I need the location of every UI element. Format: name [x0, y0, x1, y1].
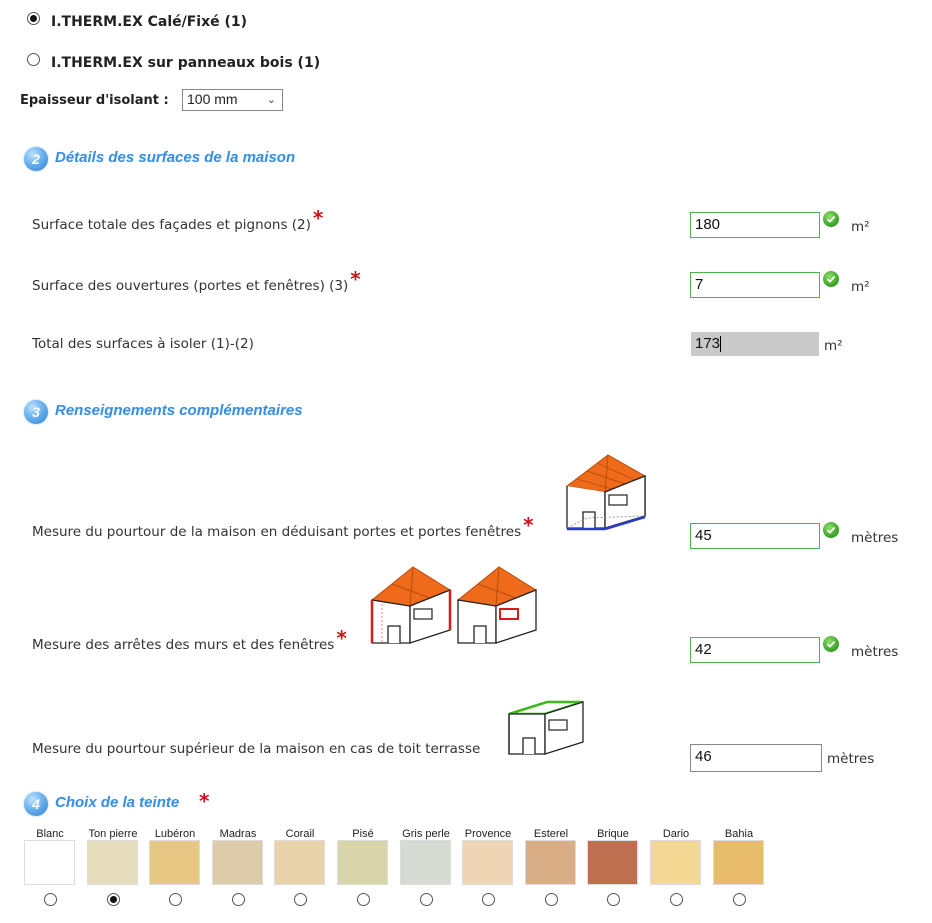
radio-panneaux-bois[interactable] — [27, 53, 40, 66]
pourtour-superieur-unit: mètres — [827, 751, 875, 767]
section-2-number: 2 — [24, 147, 48, 171]
pourtour-label: Mesure du pourtour de la maison en déduisant portes et portes fenêtres * — [32, 513, 534, 540]
swatch-label: Gris perle — [402, 828, 450, 840]
tint-radio[interactable] — [232, 893, 245, 906]
tint-swatch[interactable] — [150, 841, 199, 884]
swatch-label: Corail — [285, 828, 315, 840]
tint-swatch[interactable] — [275, 841, 324, 884]
house-edges-icon — [368, 564, 452, 646]
thickness-select[interactable] — [182, 89, 283, 111]
pourtour-superieur-label: Mesure du pourtour supérieur de la maison en cas de toit terrasse — [32, 741, 481, 757]
check-circle-icon — [823, 211, 839, 227]
tint-swatch[interactable] — [401, 841, 450, 884]
section-4-number: 4 — [24, 792, 48, 816]
check-circle-icon — [823, 522, 839, 538]
house-window-edges-icon — [454, 564, 538, 646]
swatch-label: Blanc — [36, 828, 64, 840]
swatch-label: Lubéron — [154, 828, 196, 840]
required-star: * — [350, 267, 361, 291]
chevron-down-icon: ⌄ — [266, 94, 276, 106]
tint-radio[interactable] — [169, 893, 182, 906]
pourtour-superieur-input[interactable]: 46 — [690, 744, 822, 772]
tint-radio[interactable] — [607, 893, 620, 906]
section-4-title: Choix de la teinte — [55, 794, 180, 811]
required-star: * — [199, 789, 210, 813]
thickness-label: Epaisseur d'isolant : — [20, 93, 169, 108]
total-surfaces-unit: m² — [824, 338, 843, 354]
section-3-title: Renseignements complémentaires — [55, 402, 303, 419]
arretes-unit: mètres — [851, 644, 899, 660]
section-2-title: Détails des surfaces de la maison — [55, 149, 296, 166]
arretes-input[interactable]: 42 — [690, 637, 820, 663]
surface-totale-input[interactable]: 180 — [690, 212, 820, 238]
pourtour-unit: mètres — [851, 530, 899, 546]
thickness-value: 100 mm — [187, 91, 238, 107]
house-perimeter-icon — [563, 452, 647, 532]
section-3-number: 3 — [24, 400, 48, 424]
tint-swatch[interactable] — [463, 841, 512, 884]
radio-calefixe-label: I.THERM.EX Calé/Fixé (1) — [51, 14, 248, 30]
tint-radio[interactable] — [44, 893, 57, 906]
tint-radio[interactable] — [107, 893, 120, 906]
swatch-label: Ton pierre — [88, 828, 138, 840]
tint-radio[interactable] — [357, 893, 370, 906]
swatch-label: Madras — [219, 828, 257, 840]
surface-ouvertures-label: Surface des ouvertures (portes et fenêtres) (3) * — [32, 267, 361, 294]
required-star: * — [523, 513, 534, 537]
swatch-label: Brique — [597, 828, 629, 840]
check-circle-icon — [823, 636, 839, 652]
swatch-label: Provence — [464, 828, 512, 840]
tint-radio[interactable] — [294, 893, 307, 906]
swatch-label: Dario — [662, 828, 690, 840]
pourtour-input[interactable]: 45 — [690, 523, 820, 549]
surface-ouvertures-unit: m² — [851, 279, 870, 295]
surface-totale-unit: m² — [851, 219, 870, 235]
total-surfaces-field: 173 — [691, 332, 819, 356]
tint-radio[interactable] — [545, 893, 558, 906]
required-star: * — [312, 206, 324, 230]
tint-radio[interactable] — [482, 893, 495, 906]
tint-swatch[interactable] — [213, 841, 262, 884]
radio-panneaux-bois-label: I.THERM.EX sur panneaux bois (1) — [51, 55, 321, 71]
tint-radio[interactable] — [733, 893, 746, 906]
arretes-label: Mesure des arrêtes des murs et des fenêtres * — [32, 626, 347, 653]
surface-ouvertures-input[interactable]: 7 — [690, 272, 820, 298]
total-surfaces-label: Total des surfaces à isoler (1)-(2) — [32, 336, 254, 352]
tint-swatch[interactable] — [588, 841, 637, 884]
tint-swatch[interactable] — [526, 841, 575, 884]
tint-radio[interactable] — [670, 893, 683, 906]
tint-swatch[interactable] — [338, 841, 387, 884]
radio-calefixe[interactable] — [27, 12, 40, 25]
swatch-label: Bahia — [724, 828, 754, 840]
tint-swatch[interactable] — [25, 841, 74, 884]
surface-totale-label: Surface totale des façades et pignons (2) * — [32, 206, 324, 233]
swatch-label: Esterel — [533, 828, 569, 840]
tint-swatch[interactable] — [651, 841, 700, 884]
tint-swatch[interactable] — [714, 841, 763, 884]
house-flat-roof-icon — [505, 698, 587, 758]
check-circle-icon — [823, 271, 839, 287]
required-star: * — [336, 626, 347, 650]
swatch-label: Pisé — [352, 828, 374, 840]
tint-radio[interactable] — [420, 893, 433, 906]
tint-swatch[interactable] — [88, 841, 137, 884]
